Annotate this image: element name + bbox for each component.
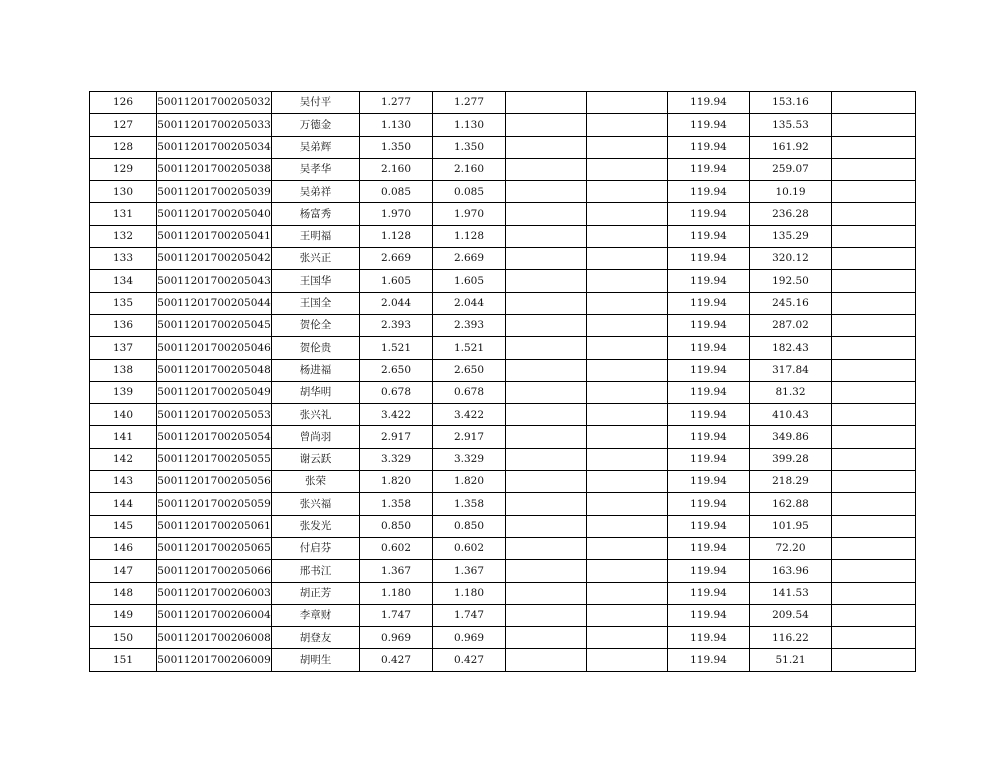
blank-cell [587, 270, 668, 292]
blank-cell [587, 560, 668, 582]
confirmed-area-cell: 1.180 [433, 582, 506, 604]
blank-cell [506, 627, 587, 649]
row-number-cell: 139 [90, 381, 157, 403]
table-row [90, 582, 916, 604]
name-cell: 张兴正 [272, 248, 360, 270]
area-cell: 1.180 [360, 582, 433, 604]
remark-cell [832, 337, 916, 359]
household-code-cell: 50011201700205053 [157, 404, 272, 426]
blank-cell [587, 471, 668, 493]
blank-cell [506, 225, 587, 247]
blank-cell [506, 381, 587, 403]
blank-cell [587, 515, 668, 537]
blank-cell [587, 604, 668, 626]
blank-cell [506, 359, 587, 381]
name-cell: 王国华 [272, 270, 360, 292]
row-number-cell: 151 [90, 649, 157, 671]
unit-price-cell: 119.94 [668, 582, 750, 604]
table-row [90, 627, 916, 649]
confirmed-area-cell: 1.820 [433, 471, 506, 493]
row-number-cell: 149 [90, 604, 157, 626]
name-cell: 吴付平 [272, 92, 360, 114]
amount-cell: 51.21 [750, 649, 832, 671]
unit-price-cell: 119.94 [668, 270, 750, 292]
row-number-cell: 143 [90, 471, 157, 493]
row-number-cell: 145 [90, 515, 157, 537]
blank-cell [587, 448, 668, 470]
household-code-cell: 50011201700206009 [157, 649, 272, 671]
area-cell: 1.521 [360, 337, 433, 359]
row-number-cell: 136 [90, 314, 157, 336]
name-cell: 张发光 [272, 515, 360, 537]
confirmed-area-cell: 0.427 [433, 649, 506, 671]
blank-cell [587, 582, 668, 604]
amount-cell: 399.28 [750, 448, 832, 470]
household-code-cell: 50011201700205034 [157, 136, 272, 158]
confirmed-area-cell: 2.650 [433, 359, 506, 381]
confirmed-area-cell: 1.128 [433, 225, 506, 247]
household-code-cell: 50011201700206003 [157, 582, 272, 604]
remark-cell [832, 270, 916, 292]
area-cell: 1.970 [360, 203, 433, 225]
table-row [90, 448, 916, 470]
household-code-cell: 50011201700205049 [157, 381, 272, 403]
blank-cell [587, 114, 668, 136]
household-code-cell: 50011201700205059 [157, 493, 272, 515]
name-cell: 万德金 [272, 114, 360, 136]
remark-cell [832, 292, 916, 314]
confirmed-area-cell: 1.970 [433, 203, 506, 225]
amount-cell: 141.53 [750, 582, 832, 604]
table-row [90, 493, 916, 515]
blank-cell [587, 92, 668, 114]
blank-cell [587, 136, 668, 158]
area-cell: 2.393 [360, 314, 433, 336]
name-cell: 张荣 [272, 471, 360, 493]
remark-cell [832, 515, 916, 537]
table-row [90, 225, 916, 247]
blank-cell [587, 649, 668, 671]
remark-cell [832, 404, 916, 426]
remark-cell [832, 181, 916, 203]
amount-cell: 236.28 [750, 203, 832, 225]
table-row [90, 381, 916, 403]
unit-price-cell: 119.94 [668, 114, 750, 136]
blank-cell [506, 560, 587, 582]
blank-cell [587, 181, 668, 203]
unit-price-cell: 119.94 [668, 158, 750, 180]
area-cell: 2.044 [360, 292, 433, 314]
amount-cell: 317.84 [750, 359, 832, 381]
amount-cell: 72.20 [750, 537, 832, 559]
area-cell: 2.650 [360, 359, 433, 381]
table-row [90, 649, 916, 671]
household-code-cell: 50011201700205048 [157, 359, 272, 381]
household-code-cell: 50011201700205043 [157, 270, 272, 292]
remark-cell [832, 158, 916, 180]
remark-cell [832, 225, 916, 247]
area-cell: 0.678 [360, 381, 433, 403]
row-number-cell: 135 [90, 292, 157, 314]
unit-price-cell: 119.94 [668, 627, 750, 649]
area-cell: 0.085 [360, 181, 433, 203]
confirmed-area-cell: 1.747 [433, 604, 506, 626]
data-table [89, 91, 916, 672]
household-code-cell: 50011201700205045 [157, 314, 272, 336]
amount-cell: 259.07 [750, 158, 832, 180]
blank-cell [587, 158, 668, 180]
row-number-cell: 142 [90, 448, 157, 470]
name-cell: 曾尚羽 [272, 426, 360, 448]
unit-price-cell: 119.94 [668, 136, 750, 158]
unit-price-cell: 119.94 [668, 404, 750, 426]
household-code-cell: 50011201700205055 [157, 448, 272, 470]
blank-cell [587, 404, 668, 426]
blank-cell [506, 181, 587, 203]
blank-cell [587, 493, 668, 515]
household-code-cell: 50011201700205042 [157, 248, 272, 270]
remark-cell [832, 248, 916, 270]
unit-price-cell: 119.94 [668, 314, 750, 336]
confirmed-area-cell: 3.422 [433, 404, 506, 426]
amount-cell: 410.43 [750, 404, 832, 426]
household-code-cell: 50011201700205046 [157, 337, 272, 359]
amount-cell: 116.22 [750, 627, 832, 649]
row-number-cell: 134 [90, 270, 157, 292]
row-number-cell: 127 [90, 114, 157, 136]
name-cell: 邢书江 [272, 560, 360, 582]
table-row [90, 314, 916, 336]
area-cell: 0.969 [360, 627, 433, 649]
amount-cell: 182.43 [750, 337, 832, 359]
area-cell: 1.277 [360, 92, 433, 114]
area-cell: 1.350 [360, 136, 433, 158]
row-number-cell: 138 [90, 359, 157, 381]
blank-cell [506, 515, 587, 537]
table-row [90, 471, 916, 493]
blank-cell [587, 337, 668, 359]
row-number-cell: 126 [90, 92, 157, 114]
remark-cell [832, 537, 916, 559]
table-row [90, 270, 916, 292]
remark-cell [832, 136, 916, 158]
confirmed-area-cell: 0.969 [433, 627, 506, 649]
household-code-cell: 50011201700205041 [157, 225, 272, 247]
confirmed-area-cell: 1.358 [433, 493, 506, 515]
household-code-cell: 50011201700205056 [157, 471, 272, 493]
unit-price-cell: 119.94 [668, 471, 750, 493]
table-row [90, 248, 916, 270]
row-number-cell: 146 [90, 537, 157, 559]
row-number-cell: 148 [90, 582, 157, 604]
row-number-cell: 129 [90, 158, 157, 180]
table-row [90, 426, 916, 448]
blank-cell [506, 448, 587, 470]
area-cell: 1.128 [360, 225, 433, 247]
remark-cell [832, 203, 916, 225]
amount-cell: 135.53 [750, 114, 832, 136]
amount-cell: 320.12 [750, 248, 832, 270]
name-cell: 吴弟祥 [272, 181, 360, 203]
name-cell: 贺伦贵 [272, 337, 360, 359]
remark-cell [832, 471, 916, 493]
area-cell: 1.747 [360, 604, 433, 626]
remark-cell [832, 92, 916, 114]
blank-cell [587, 359, 668, 381]
remark-cell [832, 359, 916, 381]
area-cell: 1.130 [360, 114, 433, 136]
blank-cell [506, 292, 587, 314]
confirmed-area-cell: 2.044 [433, 292, 506, 314]
name-cell: 胡华明 [272, 381, 360, 403]
unit-price-cell: 119.94 [668, 203, 750, 225]
name-cell: 杨富秀 [272, 203, 360, 225]
name-cell: 谢云跃 [272, 448, 360, 470]
blank-cell [506, 136, 587, 158]
blank-cell [506, 248, 587, 270]
blank-cell [506, 404, 587, 426]
unit-price-cell: 119.94 [668, 92, 750, 114]
blank-cell [587, 426, 668, 448]
table-row [90, 515, 916, 537]
table-row [90, 337, 916, 359]
blank-cell [587, 314, 668, 336]
name-cell: 张兴礼 [272, 404, 360, 426]
unit-price-cell: 119.94 [668, 381, 750, 403]
household-code-cell: 50011201700205061 [157, 515, 272, 537]
amount-cell: 287.02 [750, 314, 832, 336]
blank-cell [587, 248, 668, 270]
table-row [90, 359, 916, 381]
household-code-cell: 50011201700206004 [157, 604, 272, 626]
row-number-cell: 132 [90, 225, 157, 247]
remark-cell [832, 426, 916, 448]
amount-cell: 245.16 [750, 292, 832, 314]
name-cell: 王明福 [272, 225, 360, 247]
remark-cell [832, 493, 916, 515]
row-number-cell: 150 [90, 627, 157, 649]
name-cell: 吴弟辉 [272, 136, 360, 158]
blank-cell [506, 471, 587, 493]
row-number-cell: 147 [90, 560, 157, 582]
confirmed-area-cell: 1.277 [433, 92, 506, 114]
household-code-cell: 50011201700205039 [157, 181, 272, 203]
blank-cell [506, 604, 587, 626]
unit-price-cell: 119.94 [668, 515, 750, 537]
confirmed-area-cell: 0.085 [433, 181, 506, 203]
area-cell: 3.422 [360, 404, 433, 426]
table-row [90, 203, 916, 225]
remark-cell [832, 582, 916, 604]
household-code-cell: 50011201700205033 [157, 114, 272, 136]
household-code-cell: 50011201700205040 [157, 203, 272, 225]
table-row [90, 604, 916, 626]
household-code-cell: 50011201700205066 [157, 560, 272, 582]
table-body [90, 92, 916, 672]
household-code-cell: 50011201700205032 [157, 92, 272, 114]
household-code-cell: 50011201700206008 [157, 627, 272, 649]
household-code-cell: 50011201700205065 [157, 537, 272, 559]
remark-cell [832, 560, 916, 582]
blank-cell [587, 292, 668, 314]
unit-price-cell: 119.94 [668, 248, 750, 270]
household-code-cell: 50011201700205044 [157, 292, 272, 314]
blank-cell [506, 537, 587, 559]
blank-cell [587, 381, 668, 403]
row-number-cell: 144 [90, 493, 157, 515]
unit-price-cell: 119.94 [668, 604, 750, 626]
blank-cell [506, 158, 587, 180]
blank-cell [506, 203, 587, 225]
unit-price-cell: 119.94 [668, 426, 750, 448]
blank-cell [506, 649, 587, 671]
blank-cell [506, 92, 587, 114]
blank-cell [506, 426, 587, 448]
table-row [90, 114, 916, 136]
row-number-cell: 141 [90, 426, 157, 448]
area-cell: 1.605 [360, 270, 433, 292]
amount-cell: 163.96 [750, 560, 832, 582]
table-row [90, 560, 916, 582]
name-cell: 王国全 [272, 292, 360, 314]
table-row [90, 404, 916, 426]
confirmed-area-cell: 1.521 [433, 337, 506, 359]
name-cell: 贺伦全 [272, 314, 360, 336]
blank-cell [587, 537, 668, 559]
confirmed-area-cell: 1.367 [433, 560, 506, 582]
blank-cell [587, 203, 668, 225]
amount-cell: 101.95 [750, 515, 832, 537]
unit-price-cell: 119.94 [668, 537, 750, 559]
row-number-cell: 128 [90, 136, 157, 158]
confirmed-area-cell: 1.130 [433, 114, 506, 136]
name-cell: 李章财 [272, 604, 360, 626]
confirmed-area-cell: 3.329 [433, 448, 506, 470]
blank-cell [506, 270, 587, 292]
unit-price-cell: 119.94 [668, 493, 750, 515]
name-cell: 胡正芳 [272, 582, 360, 604]
area-cell: 0.850 [360, 515, 433, 537]
table-row [90, 136, 916, 158]
amount-cell: 192.50 [750, 270, 832, 292]
unit-price-cell: 119.94 [668, 649, 750, 671]
area-cell: 2.669 [360, 248, 433, 270]
blank-cell [506, 493, 587, 515]
name-cell: 杨进福 [272, 359, 360, 381]
area-cell: 1.820 [360, 471, 433, 493]
area-cell: 3.329 [360, 448, 433, 470]
remark-cell [832, 114, 916, 136]
remark-cell [832, 448, 916, 470]
remark-cell [832, 381, 916, 403]
remark-cell [832, 604, 916, 626]
table-row [90, 292, 916, 314]
blank-cell [587, 225, 668, 247]
blank-cell [506, 314, 587, 336]
amount-cell: 153.16 [750, 92, 832, 114]
remark-cell [832, 314, 916, 336]
confirmed-area-cell: 0.850 [433, 515, 506, 537]
confirmed-area-cell: 0.678 [433, 381, 506, 403]
confirmed-area-cell: 2.917 [433, 426, 506, 448]
area-cell: 2.160 [360, 158, 433, 180]
remark-cell [832, 627, 916, 649]
area-cell: 0.602 [360, 537, 433, 559]
row-number-cell: 131 [90, 203, 157, 225]
table-row [90, 537, 916, 559]
name-cell: 张兴福 [272, 493, 360, 515]
unit-price-cell: 119.94 [668, 359, 750, 381]
row-number-cell: 130 [90, 181, 157, 203]
amount-cell: 135.29 [750, 225, 832, 247]
amount-cell: 81.32 [750, 381, 832, 403]
amount-cell: 10.19 [750, 181, 832, 203]
confirmed-area-cell: 1.350 [433, 136, 506, 158]
unit-price-cell: 119.94 [668, 337, 750, 359]
amount-cell: 162.88 [750, 493, 832, 515]
household-code-cell: 50011201700205054 [157, 426, 272, 448]
row-number-cell: 140 [90, 404, 157, 426]
row-number-cell: 133 [90, 248, 157, 270]
household-code-cell: 50011201700205038 [157, 158, 272, 180]
name-cell: 吴孝华 [272, 158, 360, 180]
confirmed-area-cell: 0.602 [433, 537, 506, 559]
area-cell: 0.427 [360, 649, 433, 671]
unit-price-cell: 119.94 [668, 225, 750, 247]
unit-price-cell: 119.94 [668, 448, 750, 470]
name-cell: 胡明生 [272, 649, 360, 671]
name-cell: 胡登友 [272, 627, 360, 649]
confirmed-area-cell: 1.605 [433, 270, 506, 292]
table-row [90, 181, 916, 203]
amount-cell: 349.86 [750, 426, 832, 448]
area-cell: 1.367 [360, 560, 433, 582]
amount-cell: 209.54 [750, 604, 832, 626]
name-cell: 付启芬 [272, 537, 360, 559]
unit-price-cell: 119.94 [668, 560, 750, 582]
blank-cell [506, 582, 587, 604]
table-row [90, 92, 916, 114]
area-cell: 1.358 [360, 493, 433, 515]
confirmed-area-cell: 2.160 [433, 158, 506, 180]
amount-cell: 218.29 [750, 471, 832, 493]
blank-cell [506, 337, 587, 359]
amount-cell: 161.92 [750, 136, 832, 158]
unit-price-cell: 119.94 [668, 292, 750, 314]
confirmed-area-cell: 2.393 [433, 314, 506, 336]
area-cell: 2.917 [360, 426, 433, 448]
remark-cell [832, 649, 916, 671]
row-number-cell: 137 [90, 337, 157, 359]
table-row [90, 158, 916, 180]
confirmed-area-cell: 2.669 [433, 248, 506, 270]
blank-cell [587, 627, 668, 649]
unit-price-cell: 119.94 [668, 181, 750, 203]
blank-cell [506, 114, 587, 136]
